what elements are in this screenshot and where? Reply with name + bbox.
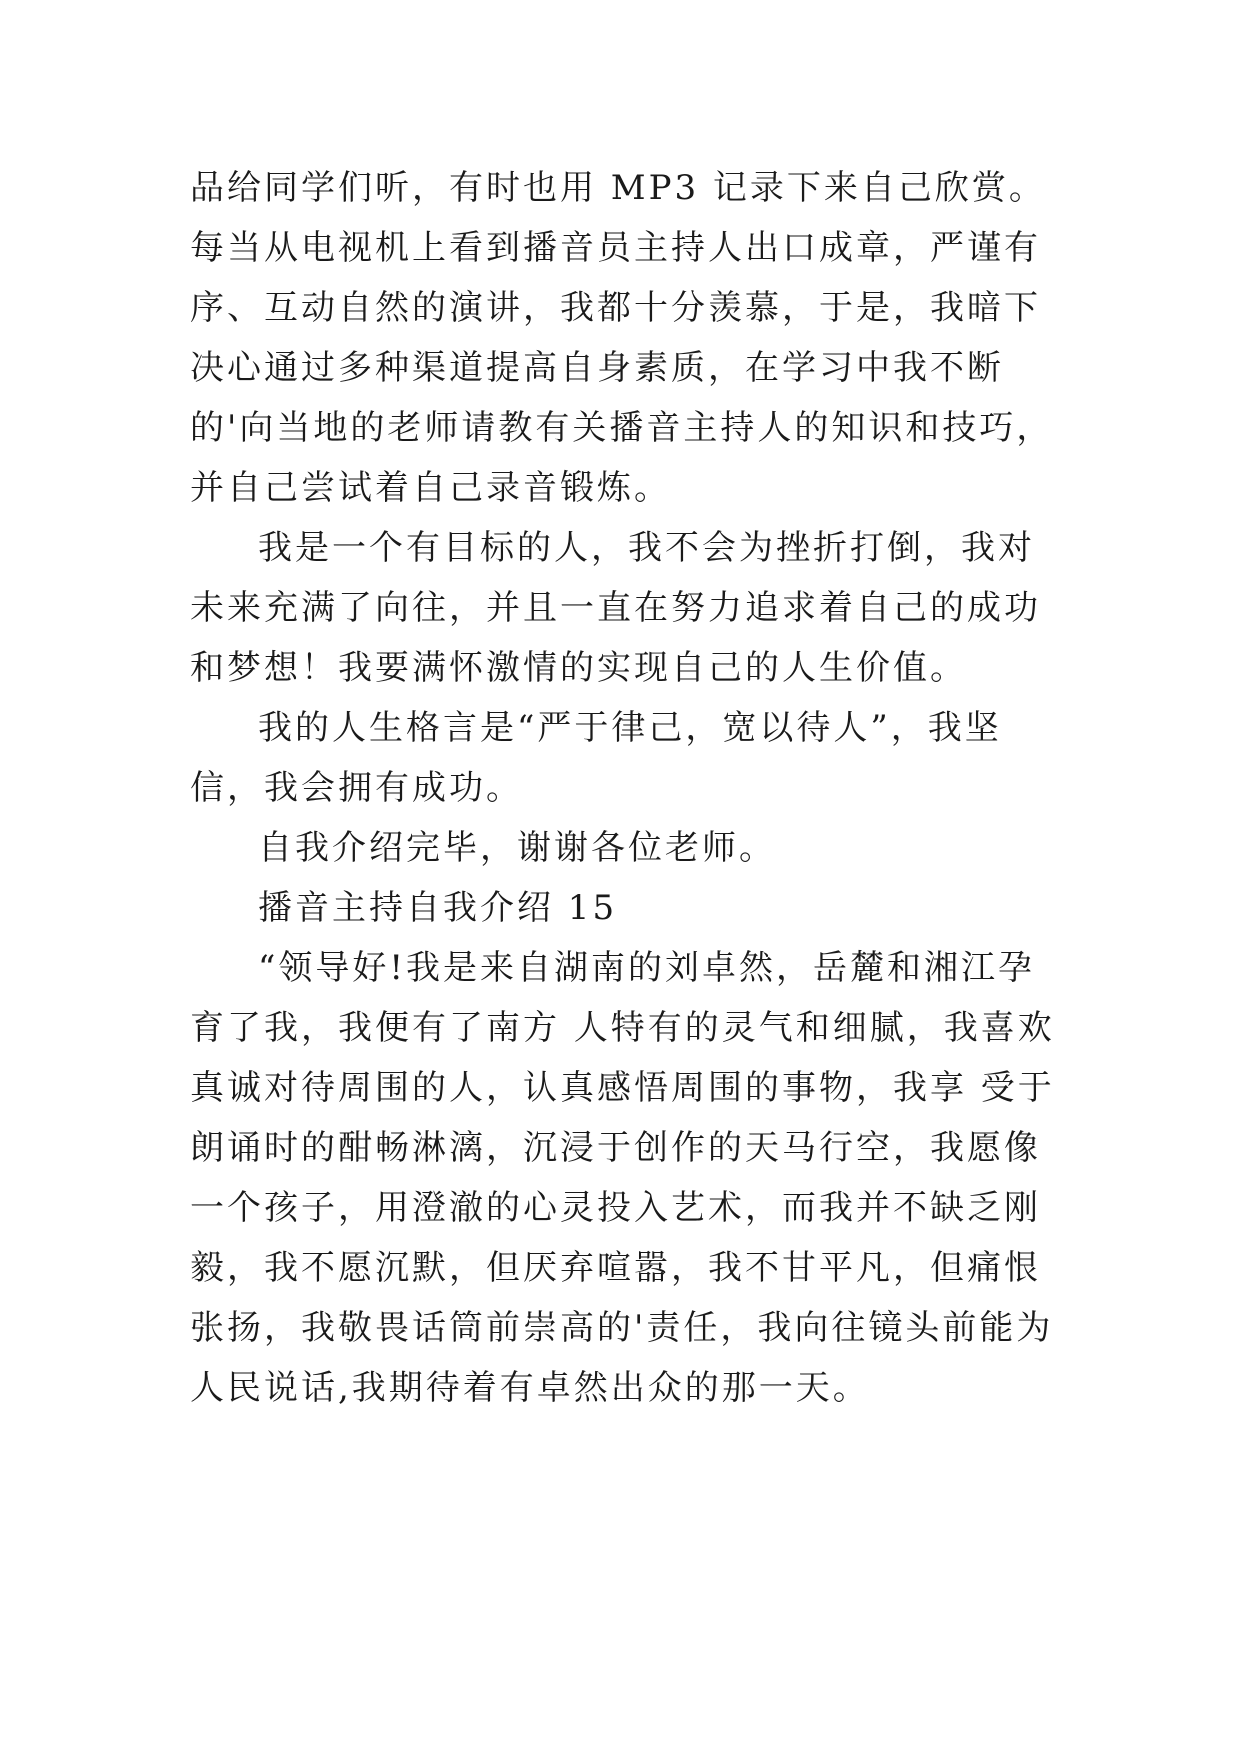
paragraph-motto: 我的人生格言是“严于律己，宽以待人”，我坚信，我会拥有成功。 bbox=[190, 708, 1002, 808]
paragraph-goals: 我是一个有目标的人，我不会为挫折打倒，我对未来充满了向往，并且一直在努力追求着自己的成功和梦想！我要满怀激情的实现自己的人生价值。 bbox=[190, 528, 1041, 688]
paragraph-closing: 自我介绍完毕，谢谢各位老师。 bbox=[258, 828, 776, 868]
document-body bbox=[190, 158, 1070, 1418]
paragraph-continuation: 品给同学们听，有时也用 MP3 记录下来自己欣赏。每当从电视机上看到播音员主持人出口成章，严谨有序、互动自然的演讲，我都十分羡慕，于是，我暗下决心通过多种渠道提高自身素质，在学习中我不断的'向当地的老师请教有关播音主持人的知识和技巧，并自己尝试着自己录音锻炼。 bbox=[190, 168, 1054, 508]
section-heading: 播音主持自我介绍 15 bbox=[258, 888, 618, 928]
paragraph-introduction: “领导好!我是来自湖南的刘卓然，岳麓和湘江孕育了我，我便有了南方 人特有的灵气和细腻，我喜欢真诚对待周围的人，认真感悟周围的事物，我享 受于朗诵时的酣畅淋漓，沉浸于创作的天马行空，我愿像一个孩子，用澄澈的心灵投入艺术，而我并不缺乏刚毅，我不愿沉默，但厌弃喧嚣，我不甘平凡，但痛恨张扬，我敬畏话筒前崇高的'责任，我向往镜头前能为人民说话,我期待着有卓然出众的那一天。 bbox=[190, 948, 1055, 1408]
